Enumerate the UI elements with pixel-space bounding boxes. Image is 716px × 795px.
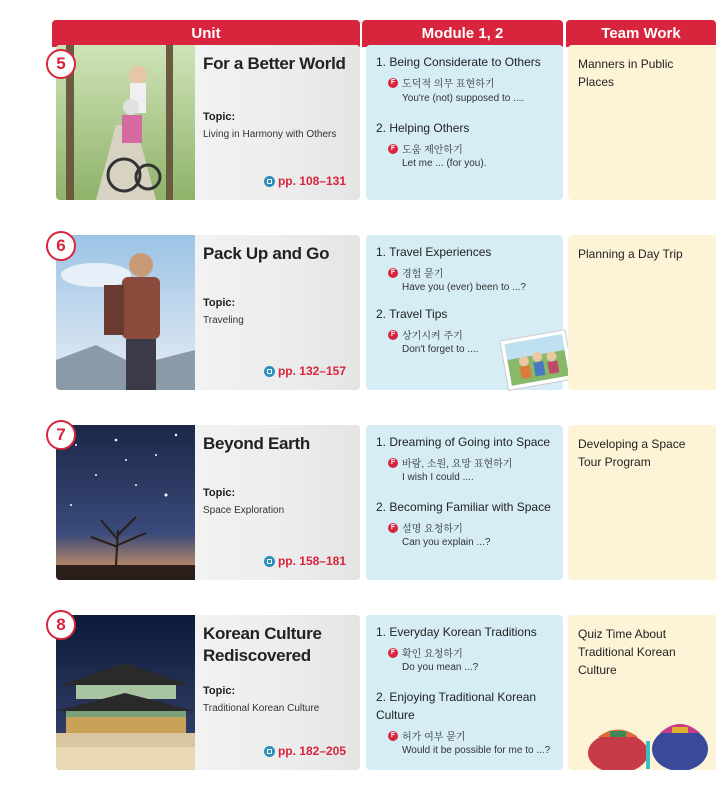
team-work-text: Quiz Time About Traditional Korean Culture [578, 627, 676, 677]
function-line [388, 728, 466, 743]
example-expression: Can you explain ...? [402, 537, 491, 548]
function-icon: F [388, 268, 398, 278]
module-title: 1. Everyday Korean Traditions [376, 625, 537, 639]
book-icon [264, 556, 275, 567]
module-title: 1. Being Considerate to Others [376, 55, 541, 69]
module-column-header: Module 1, 2 [362, 20, 563, 47]
example-expression: Have you (ever) been to ...? [402, 282, 526, 293]
team-work-card [568, 425, 716, 580]
page-range-text: pp. 132–157 [277, 364, 346, 378]
team-work-card [568, 615, 716, 770]
function-text: 허가 여부 묻기 [402, 732, 466, 743]
function-text: 확인 요청하기 [402, 649, 463, 660]
function-text: 설명 요청하기 [402, 524, 463, 535]
unit-photo-traveler [56, 235, 195, 390]
team-work-card [568, 235, 716, 390]
module-card [366, 45, 563, 200]
page-range[interactable] [264, 554, 346, 568]
unit-info [195, 615, 360, 770]
module-title: 2. Helping Others [376, 121, 470, 135]
unit-title: Beyond Earth [203, 434, 310, 453]
function-icon: F [388, 330, 398, 340]
module-title: 1. Dreaming of Going into Space [376, 435, 551, 449]
function-icon: F [388, 78, 398, 88]
function-line [388, 645, 463, 660]
topic-label: Topic: [203, 111, 236, 123]
module-title: 2. Becoming Familiar with Space [376, 500, 551, 514]
unit-photo-park-wheelchair [56, 45, 195, 200]
topic-label: Topic: [203, 487, 236, 499]
module-title: 2. Enjoying Traditional Korean Culture [376, 690, 537, 722]
page-range[interactable] [264, 174, 346, 188]
function-line [388, 327, 463, 342]
example-expression: I wish I could .... [402, 472, 474, 483]
book-icon [264, 746, 275, 757]
function-icon: F [388, 458, 398, 468]
function-text: 바람, 소원, 요망 표현하기 [402, 459, 513, 470]
unit-number-badge: 5 [46, 49, 76, 79]
module-card [366, 425, 563, 580]
team-work-text: Developing a Space Tour Program [578, 437, 686, 469]
function-icon: F [388, 731, 398, 741]
unit-card[interactable] [56, 235, 360, 390]
page-range-text: pp. 108–131 [277, 174, 346, 188]
module-card [366, 615, 563, 770]
function-text: 상기시켜 주기 [402, 331, 463, 342]
function-line [388, 265, 443, 280]
page-range-text: pp. 158–181 [277, 554, 346, 568]
module-title: 1. Travel Experiences [376, 245, 492, 259]
travel-photo-snapshot [500, 327, 574, 395]
team-work-text: Planning a Day Trip [578, 247, 683, 261]
function-line [388, 75, 495, 90]
unit-number-badge: 6 [46, 231, 76, 261]
team-work-text: Manners in Public Places [578, 57, 674, 89]
topic-value: Space Exploration [203, 505, 285, 516]
example-expression: Would it be possible for me to ...? [402, 745, 551, 756]
module-card [366, 235, 563, 390]
page-range[interactable] [264, 744, 346, 758]
function-icon: F [388, 144, 398, 154]
unit-photo-korean-palace [56, 615, 195, 770]
team-work-column-header: Team Work [566, 20, 716, 47]
topic-value: Living in Harmony with Others [203, 129, 337, 140]
example-expression: Let me ... (for you). [402, 158, 487, 169]
unit-info [195, 45, 360, 200]
korean-pouches-illustration [568, 707, 716, 770]
unit-info [195, 235, 360, 390]
function-text: 도움 제안하기 [402, 145, 463, 156]
function-line [388, 141, 463, 156]
function-line [388, 520, 463, 535]
unit-photo-night-sky [56, 425, 195, 580]
module-title: 2. Travel Tips [376, 307, 448, 321]
unit-info [195, 425, 360, 580]
example-expression: Do you mean ...? [402, 662, 479, 673]
topic-label: Topic: [203, 297, 236, 309]
unit-number-badge: 7 [46, 420, 76, 450]
team-work-card [568, 45, 716, 200]
unit-card[interactable] [56, 615, 360, 770]
book-icon [264, 176, 275, 187]
function-text: 경험 묻기 [402, 269, 444, 280]
unit-card[interactable] [56, 45, 360, 200]
example-expression: Don't forget to .... [402, 344, 479, 355]
page-range-text: pp. 182–205 [277, 744, 346, 758]
unit-card[interactable] [56, 425, 360, 580]
topic-value: Traveling [203, 315, 244, 326]
function-line [388, 455, 513, 470]
function-icon: F [388, 523, 398, 533]
function-icon: F [388, 648, 398, 658]
topic-value: Traditional Korean Culture [203, 703, 320, 714]
unit-column-header: Unit [52, 20, 360, 47]
book-icon [264, 366, 275, 377]
unit-title: For a Better World [203, 54, 346, 73]
function-text: 도덕적 의무 표현하기 [402, 79, 495, 90]
unit-title: Pack Up and Go [203, 244, 330, 263]
example-expression: You're (not) supposed to .... [402, 93, 525, 104]
unit-title: Korean Culture Rediscovered [203, 624, 322, 665]
unit-number-badge: 8 [46, 610, 76, 640]
topic-label: Topic: [203, 685, 236, 697]
page-range[interactable] [264, 364, 346, 378]
